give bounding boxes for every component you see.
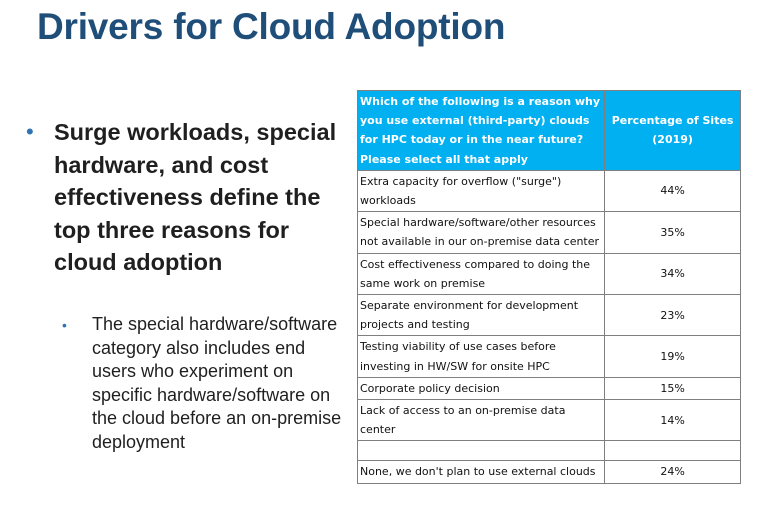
- sub-bullet: [62, 313, 352, 454]
- row-percentage: 24%: [605, 461, 741, 483]
- row-percentage: 35%: [605, 212, 741, 253]
- header-question: Which of the following is a reason why you use external (third-party) clouds for HPC today or in the near future? Please select all that apply: [358, 91, 605, 171]
- row-reason: Corporate policy decision: [358, 377, 605, 399]
- main-bullet-text: Surge workloads, special hardware, and cost effectiveness define the top three reasons for cloud adoption: [54, 119, 337, 275]
- row-reason: Lack of access to an on-premise data center: [358, 400, 605, 441]
- table-row: [358, 377, 741, 399]
- row-reason: Cost effectiveness compared to doing the same work on premise: [358, 253, 605, 294]
- row-reason: Testing viability of use cases before investing in HW/SW for onsite HPC: [358, 336, 605, 377]
- row-reason: [358, 441, 605, 461]
- row-percentage: 14%: [605, 400, 741, 441]
- header-percentage: Percentage of Sites (2019): [605, 91, 741, 171]
- row-percentage: 19%: [605, 336, 741, 377]
- table-row: [358, 400, 741, 441]
- slide-title: Drivers for Cloud Adoption: [37, 6, 506, 47]
- table-row: [358, 295, 741, 336]
- row-reason: Separate environment for development projects and testing: [358, 295, 605, 336]
- row-percentage: 44%: [605, 170, 741, 211]
- row-percentage: 23%: [605, 295, 741, 336]
- table-row: [358, 212, 741, 253]
- row-reason: Extra capacity for overflow ("surge") workloads: [358, 170, 605, 211]
- table-row: [358, 461, 741, 483]
- sub-bullet-dot-icon: •: [62, 317, 67, 333]
- row-percentage: 34%: [605, 253, 741, 294]
- table-row-blank: [358, 441, 741, 461]
- row-reason: None, we don't plan to use external clouds: [358, 461, 605, 483]
- sub-bullet-text: The special hardware/software category also includes end users who experiment on specific hardware/software on the cloud before an on-premise deployment: [92, 314, 342, 452]
- row-percentage: [605, 441, 741, 461]
- main-bullet: [24, 116, 344, 279]
- survey-table: [357, 90, 741, 484]
- table-row: [358, 336, 741, 377]
- row-percentage: 15%: [605, 377, 741, 399]
- bullet-dot-icon: •: [26, 119, 34, 144]
- table-row: [358, 170, 741, 211]
- table-header-row: [358, 91, 741, 171]
- table-row: [358, 253, 741, 294]
- row-reason: Special hardware/software/other resources not available in our on-premise data center: [358, 212, 605, 253]
